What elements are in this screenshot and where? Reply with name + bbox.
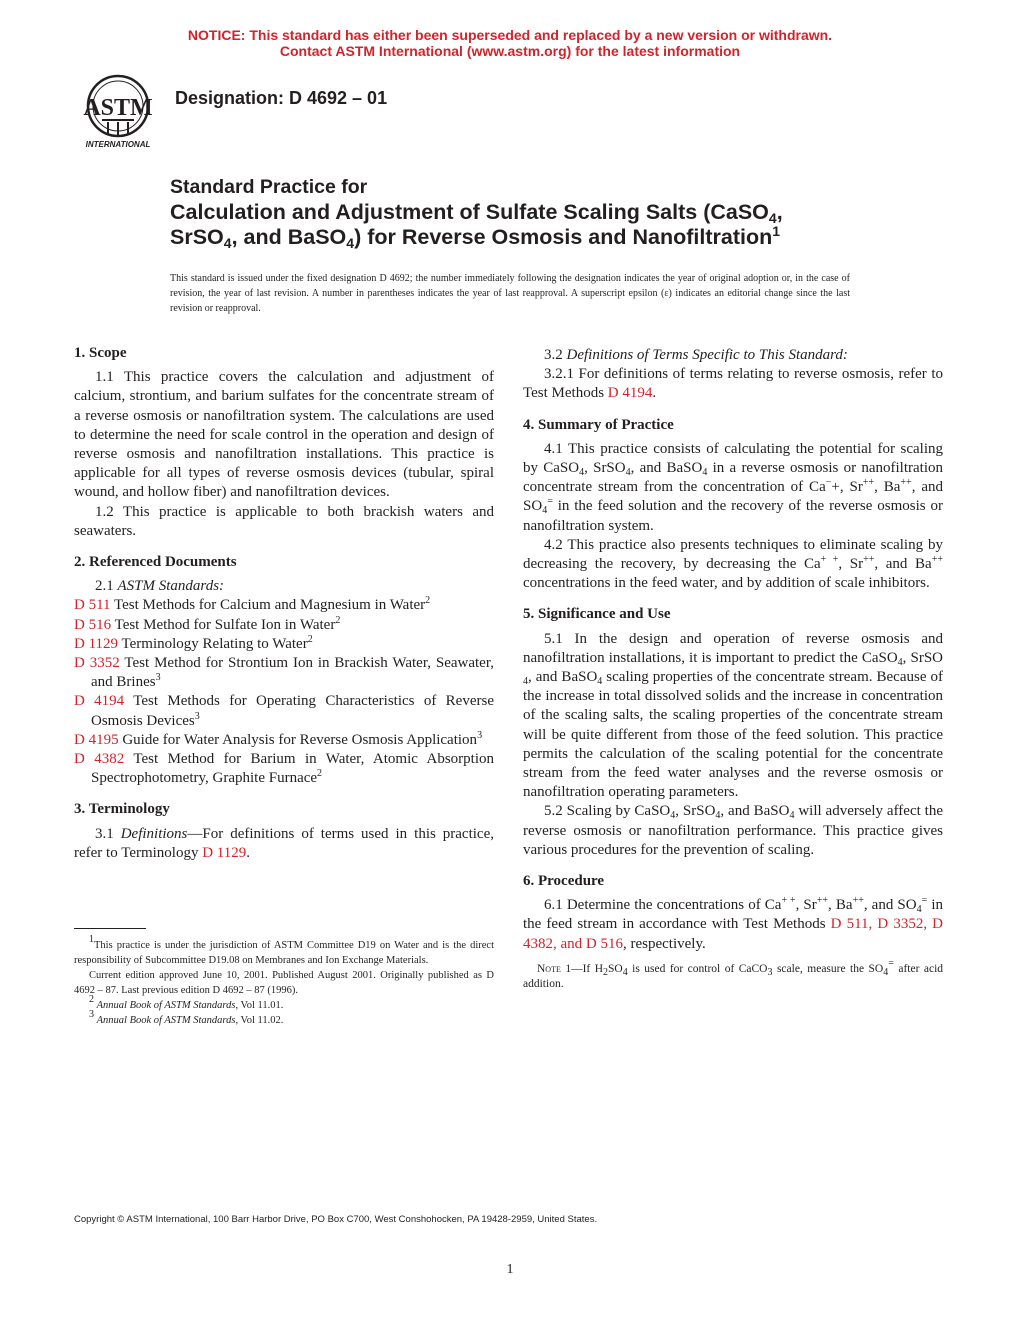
section-heading-referenced-documents: 2. Referenced Documents xyxy=(74,554,237,571)
reference-link[interactable]: D 4382 xyxy=(74,751,125,768)
note-1: Note 1—If $H_2SO_4$ is used for control of CaCO$_3$ scale, measure the $SO_4^=$ after acid addition. xyxy=(523,957,944,990)
paragraph-3-1: 3.1 Definitions—For definitions of terms used in this practice, refer to Terminology D 1129. xyxy=(74,825,494,861)
paragraph-5-1: 5.1 In the design and operation of reverse osmosis and nanofiltration installations, it is important to predict the CaSO$_4$, SrSO $_4$, and BaSO$_4$ scaling properties of the concentrate stream. Because of the increase in total dissolved solids and the increase in concentration of the scaling salts, the scaling properties of the concentrate stream will be quite different from those of the feed solution. This practice permits the calculation of the scaling potential for the concentrate stream from the feed water analyses and the reverse osmosis or nanofiltration operating parameters. xyxy=(523,630,943,801)
section-heading-summary: 4. Summary of Practice xyxy=(523,416,674,433)
paragraph-2-1: 2.1 ASTM Standards: xyxy=(95,578,225,595)
title-line-3: SrSO$_4$, and BaSO$_4$) for Reverse Osmosis and Nanofiltration$^1$ xyxy=(170,223,781,251)
footnote-3: $^3$ Annual Book of ASTM Standards, Vol 11.02. xyxy=(89,1009,284,1026)
footnote-1-edition: Current edition approved June 10, 2001. Published August 2001. Originally published as D 4692 – 87. Last previous edition D 4692 – 87 (1996). xyxy=(74,970,494,996)
reference-link[interactable]: D 4195 xyxy=(74,731,119,748)
title-line-1: Standard Practice for xyxy=(170,176,368,198)
paragraph-3-2-1: 3.2.1 For definitions of terms relating to reverse osmosis, refer to Test Methods D 4194. xyxy=(523,366,943,402)
paragraph-4-1: 4.1 This practice consists of calculating the potential for scaling by CaSO$_4$, SrSO$_4$, and BaSO$_4$ in a reverse osmosis or nanofiltration concentrate stream from the concentration of Ca−+, Sr++, Ba++, and $SO_4^=$ in the feed solution and the recovery of the reverse osmosis or nanofiltration system. xyxy=(523,440,944,534)
designation: Designation: D 4692 – 01 xyxy=(175,88,388,108)
copyright-line: Copyright © ASTM International, 100 Barr Harbor Drive, PO Box C700, West Conshohocken, PA 19428-2959, United States. xyxy=(74,1214,598,1225)
left-column xyxy=(74,344,494,863)
reference-item: D 4382 Test Method for Barium in Water, Atomic Absorption Spectrophotometry, Graphite Furnace$^2$ xyxy=(74,751,494,787)
paragraph-1-1: 1.1 This practice covers the calculation and adjustment of calcium, strontium, and barium sulfates for the concentrate stream of a reverse osmosis or nanofiltration system. The calculations are used to determine the need for scale control in the operation and design of reverse osmosis and nanofiltration installations. This practice is applicable for all types of reverse osmosis devices (tubular, spiral wound, and hollow fiber) and nanofiltration devices. xyxy=(74,369,494,501)
paragraph-3-2: 3.2 Definitions of Terms Specific to This Standard: xyxy=(544,347,848,363)
definitions-link[interactable]: D 4194 xyxy=(607,385,653,402)
notice-line-1: NOTICE: This standard has either been superseded and replaced by a new version or withdrawn. xyxy=(187,27,833,43)
section-heading-scope: 1. Scope xyxy=(74,345,127,361)
reference-link[interactable]: D 3352 xyxy=(74,655,120,672)
footnote-2: $^2$ Annual Book of ASTM Standards, Vol 11.01. xyxy=(89,994,284,1011)
reference-item: D 511 Test Methods for Calcium and Magnesium in Water$^2$ xyxy=(74,595,431,614)
reference-link[interactable]: D 1129 xyxy=(74,635,119,652)
section-heading-significance: 5. Significance and Use xyxy=(523,606,671,623)
notice-line-2: Contact ASTM International (www.astm.org) for the latest information xyxy=(279,43,741,59)
reference-item: D 3352 Test Method for Strontium Ion in Brackish Water, Seawater, and Brines$^3$ xyxy=(74,655,494,691)
reference-item: D 4194 Test Methods for Operating Characteristics of Reverse Osmosis Devices$^3$ xyxy=(74,693,494,729)
footnote-1: $^1$This practice is under the jurisdiction of ASTM Committee D19 on Water and is the direct responsibility of Subcommittee D19.08 on Membranes and Ion Exchange Materials. xyxy=(74,934,494,966)
reference-item: D 516 Test Method for Sulfate Ion in Water$^2$ xyxy=(74,614,341,633)
page-number: 1 xyxy=(506,1262,514,1277)
terminology-link[interactable]: D 1129 xyxy=(202,844,247,861)
paragraph-1-2: 1.2 This practice is applicable to both brackish waters and seawaters. xyxy=(74,503,494,539)
paragraph-4-2: 4.2 This practice also presents techniques to eliminate scaling by decreasing the recovery, by decreasing the Ca+ +, Sr++, and Ba++ concentrations in the feed water, and by addition of scale inhibitors. xyxy=(523,536,943,592)
right-column xyxy=(523,346,943,992)
astm-logo-icon xyxy=(74,72,162,150)
withdrawal-notice xyxy=(0,27,1020,59)
section-heading-terminology: 3. Terminology xyxy=(74,801,170,818)
title-line-2: Calculation and Adjustment of Sulfate Scaling Salts (CaSO$_4$, xyxy=(170,200,783,226)
reference-item: D 1129 Terminology Relating to Water$^2$ xyxy=(74,633,313,652)
footnote-divider xyxy=(74,928,146,929)
footnotes xyxy=(74,934,494,1028)
paragraph-5-2: 5.2 Scaling by CaSO$_4$, SrSO$_4$, and BaSO$_4$ will adversely affect the reverse osmosis or nanofiltration performance. This practice gives various procedures for the prevention of scaling. xyxy=(523,803,943,858)
reference-link[interactable]: D 511 xyxy=(74,597,111,614)
section-heading-procedure: 6. Procedure xyxy=(523,873,605,890)
paragraph-6-1: 6.1 Determine the concentrations of Ca+ +, Sr++, Ba++, and $SO_4^=$ in the feed stream in accordance with Test Methods D 511, D 3352, D 4382, and D 516, respectively. xyxy=(523,895,944,952)
reference-link[interactable]: D 4194 xyxy=(74,693,125,710)
procedure-test-method-links[interactable]: D 511, D 3352, D 4382, and D 516 xyxy=(523,916,943,952)
reference-link[interactable]: D 516 xyxy=(74,616,112,633)
document-title xyxy=(170,175,870,250)
logo-international: INTERNATIONAL xyxy=(85,140,151,149)
logo-letters: ASTM xyxy=(83,95,153,121)
reference-item: D 4195 Guide for Water Analysis for Reverse Osmosis Application$^3$ xyxy=(74,729,483,748)
issuance-statement: This standard is issued under the fixed designation D 4692; the number immediately following the designation indicates the year of original adoption or, in the case of revision, the year of last revision. A number in parentheses indicates the year of last reapproval. A superscript epsilon (ε) indicates an editorial change since the last revision or reapproval. xyxy=(170,273,850,314)
